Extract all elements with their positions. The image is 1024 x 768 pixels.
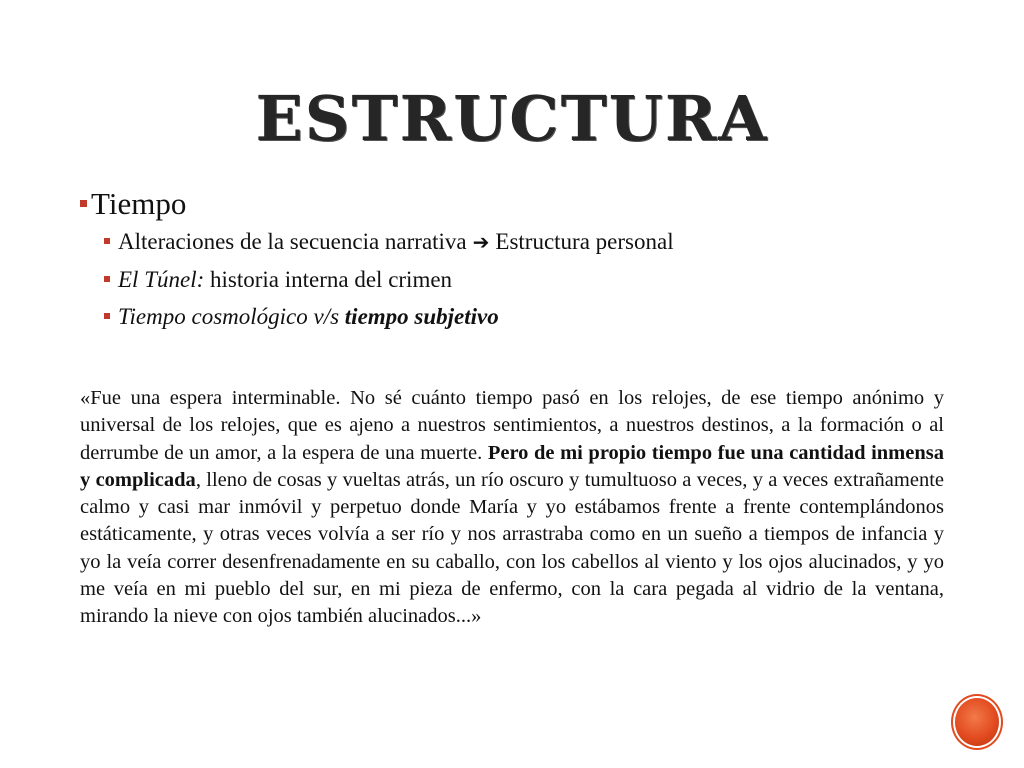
sub-bullet-italic: Tiempo cosmológico v/s [118,304,345,329]
square-bullet-icon [104,238,110,244]
sub-bullet-alteraciones [104,223,960,261]
sub-bullet-text-after: Estructura personal [495,229,674,254]
sub-bullet-tiempo-cosmologico [104,298,960,335]
sub-bullet-text [118,223,674,261]
quote-part-1: «Fue una espera interminable. No sé cuánto tiempo pasó en los relojes, de ese tiempo anónimo y universal de los relojes, que es ajeno a nuestros sentimientos, a nuestros destinos, a la formación o al derrumbe de un amor, a la espera de una muerte. [80,387,944,464]
sub-bullet-italic-bold: tiempo subjetivo [344,304,499,329]
slide-title: ESTRUCTURA [255,82,769,155]
sub-bullet-text [118,261,452,298]
right-arrow-icon: ➔ [472,230,490,254]
quote-paragraph [80,385,944,631]
square-bullet-icon [104,313,110,319]
bullet-list [80,185,960,335]
sub-bullet-text-before: Alteraciones de la secuencia narrativa [118,229,467,254]
slide-number-badge [955,698,999,746]
quote-part-2: , lleno de cosas y vueltas atrás, un río oscuro y tumultuoso a veces, y a veces extrañamente calmo y casi mar inmóvil y perpetuo donde María y yo estábamos frente a frente contemplándonos estáticamente, y otras veces volvía a ser río y nos arrastraba como en un sueño a tiempos de infancia y yo la veía correr desenfrenadamente en su caballo, con los cabellos al viento y los ojos alucinados, y yo me veía en mi pueblo del sur, en mi pieza de enfermo, con la cara pegada al vidrio de la ventana, mirando la nieve con ojos también alucinados...» [80,468,944,628]
square-bullet-icon [104,276,110,282]
sub-bullet-el-tunel [104,261,960,298]
quote-bold: Pero de mi propio tiempo fue una cantidad inmensa y complicada [80,441,944,491]
sub-bullet-text [118,298,499,335]
book-title: El Túnel: [118,267,205,292]
bullet-tiempo [80,185,960,223]
sub-bullet-rest: historia interna del crimen [204,267,453,292]
bullet-label: Tiempo [91,186,187,221]
square-bullet-icon [80,200,87,207]
